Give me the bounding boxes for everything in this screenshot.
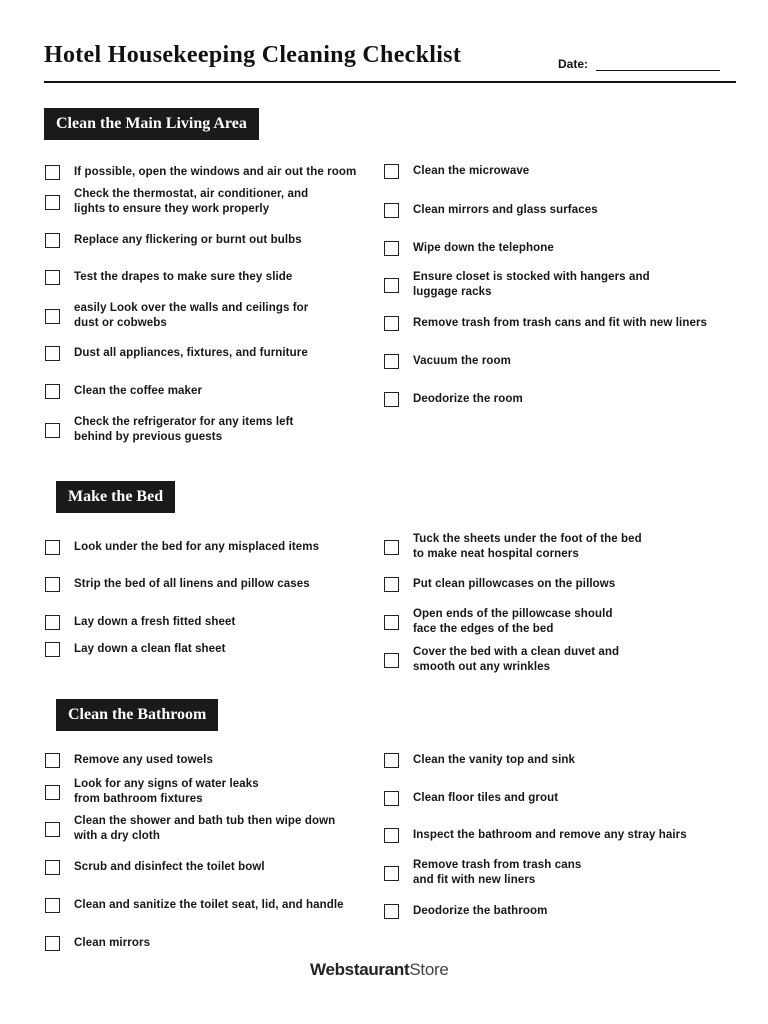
checklist-item-text: Deodorize the room bbox=[413, 392, 523, 405]
checkbox[interactable] bbox=[384, 653, 399, 668]
checklist-item-text: Clean the shower and bath tub then wipe down with a dry cloth bbox=[74, 815, 336, 842]
checklist-item bbox=[384, 861, 581, 885]
checklist-item bbox=[45, 931, 150, 955]
checkbox[interactable] bbox=[384, 577, 399, 592]
checkbox[interactable] bbox=[45, 384, 60, 399]
checklist-item bbox=[45, 265, 292, 289]
checkbox[interactable] bbox=[384, 316, 399, 331]
checkbox[interactable] bbox=[45, 423, 60, 438]
checkbox[interactable] bbox=[45, 195, 60, 210]
checkbox[interactable] bbox=[384, 540, 399, 555]
checkbox[interactable] bbox=[384, 392, 399, 407]
checkbox[interactable] bbox=[45, 233, 60, 248]
section-heading: Make the Bed bbox=[56, 481, 175, 513]
checkbox[interactable] bbox=[45, 165, 60, 180]
checkbox[interactable] bbox=[45, 936, 60, 951]
checkbox[interactable] bbox=[45, 270, 60, 285]
checkbox[interactable] bbox=[384, 354, 399, 369]
checklist-item bbox=[45, 817, 335, 841]
checklist-item-text: Replace any flickering or burnt out bulbs bbox=[74, 233, 302, 246]
checklist-item-text: If possible, open the windows and air out the room bbox=[74, 165, 357, 178]
checklist-item bbox=[384, 387, 523, 411]
checklist-item bbox=[45, 637, 226, 661]
checklist-item-text: Lay down a fresh fitted sheet bbox=[74, 615, 236, 628]
checklist-item bbox=[45, 418, 293, 442]
checkbox[interactable] bbox=[384, 753, 399, 768]
checklist-item-text: Deodorize the bathroom bbox=[413, 904, 548, 917]
checklist-item-text: Look for any signs of water leaks from bathroom fixtures bbox=[74, 778, 259, 805]
checklist-item bbox=[45, 535, 319, 559]
checklist-item bbox=[45, 228, 302, 252]
checklist-item-text: Clean the vanity top and sink bbox=[413, 753, 576, 766]
checklist-item-text: Strip the bed of all linens and pillow cases bbox=[74, 577, 310, 590]
checklist-item bbox=[45, 780, 259, 804]
checklist-item-text: Clean mirrors and glass surfaces bbox=[413, 203, 598, 216]
date-field bbox=[558, 57, 720, 71]
checklist-item-text: Dust all appliances, fixtures, and furniture bbox=[74, 346, 308, 359]
title-divider bbox=[44, 81, 736, 83]
checkbox[interactable] bbox=[45, 898, 60, 913]
page-title: Hotel Housekeeping Cleaning Checklist bbox=[44, 42, 462, 68]
date-label: Date: bbox=[558, 57, 589, 71]
checkbox[interactable] bbox=[384, 615, 399, 630]
checklist-item bbox=[45, 379, 202, 403]
checklist-item bbox=[384, 273, 650, 297]
checklist-item bbox=[384, 236, 554, 260]
checkbox[interactable] bbox=[384, 164, 399, 179]
checklist-item-text: Vacuum the room bbox=[413, 354, 511, 367]
checklist-item bbox=[384, 311, 707, 335]
checklist-item-text: Clean mirrors bbox=[74, 936, 151, 949]
checkbox[interactable] bbox=[45, 346, 60, 361]
checklist-item bbox=[45, 190, 308, 214]
checklist-item bbox=[45, 572, 310, 596]
checklist-item bbox=[384, 535, 642, 559]
checkbox[interactable] bbox=[45, 860, 60, 875]
webstaurantstore-logo: WebstaurantStore bbox=[310, 960, 449, 979]
checkbox[interactable] bbox=[384, 904, 399, 919]
checklist-item-text: Clean and sanitize the toilet seat, lid, and handle bbox=[74, 898, 344, 911]
checkbox[interactable] bbox=[45, 785, 60, 800]
checklist-item-text: Inspect the bathroom and remove any stray hairs bbox=[413, 828, 687, 841]
checkbox[interactable] bbox=[384, 828, 399, 843]
checkbox[interactable] bbox=[384, 278, 399, 293]
checkbox[interactable] bbox=[384, 866, 399, 881]
checklist-item-text: Test the drapes to make sure they slide bbox=[74, 270, 293, 283]
checklist-item bbox=[384, 786, 558, 810]
checklist-item-text: Remove any used towels bbox=[74, 753, 213, 766]
checkbox[interactable] bbox=[45, 615, 60, 630]
checklist-item-text: Clean the microwave bbox=[413, 164, 530, 177]
checklist-item-text: Remove trash from trash cans and fit with new liners bbox=[413, 316, 708, 329]
checklist-item bbox=[384, 349, 511, 373]
checklist-item bbox=[45, 341, 308, 365]
checkbox[interactable] bbox=[45, 540, 60, 555]
checkbox[interactable] bbox=[384, 203, 399, 218]
checklist-item-text: easily Look over the walls and ceilings for dust or cobwebs bbox=[74, 302, 309, 329]
checklist-item bbox=[384, 899, 547, 923]
checklist-item bbox=[384, 572, 615, 596]
checklist-item bbox=[45, 304, 308, 328]
checkbox[interactable] bbox=[45, 822, 60, 837]
checkbox[interactable] bbox=[384, 791, 399, 806]
checklist-item-text: Put clean pillowcases on the pillows bbox=[413, 577, 616, 590]
checklist-item bbox=[45, 855, 265, 879]
checklist-item-text: Wipe down the telephone bbox=[413, 241, 554, 254]
checklist-item-text: Lay down a clean flat sheet bbox=[74, 642, 226, 655]
checklist-item bbox=[384, 198, 598, 222]
checkbox[interactable] bbox=[384, 241, 399, 256]
checklist-item bbox=[384, 159, 529, 183]
checklist-item bbox=[384, 648, 619, 672]
checklist-item bbox=[384, 610, 613, 634]
checklist-item bbox=[45, 893, 344, 917]
checklist-item-text: Remove trash from trash cans and fit with new liners bbox=[413, 859, 582, 886]
checkbox[interactable] bbox=[45, 577, 60, 592]
checklist-item bbox=[45, 160, 356, 184]
checklist-item-text: Check the thermostat, air conditioner, and lights to ensure they work properly bbox=[74, 188, 309, 215]
checklist-item bbox=[45, 610, 235, 634]
checklist-item-text: Scrub and disinfect the toilet bowl bbox=[74, 860, 265, 873]
checklist-item-text: Open ends of the pillowcase should face the edges of the bed bbox=[413, 608, 613, 635]
checkbox[interactable] bbox=[45, 642, 60, 657]
section-heading: Clean the Bathroom bbox=[56, 699, 218, 731]
checklist-item-text: Look under the bed for any misplaced items bbox=[74, 540, 320, 553]
checklist-item bbox=[45, 748, 213, 772]
date-input-line[interactable] bbox=[596, 57, 720, 71]
checkbox[interactable] bbox=[45, 309, 60, 324]
checklist-item-text: Ensure closet is stocked with hangers and luggage racks bbox=[413, 271, 650, 298]
checklist-item-text: Clean the coffee maker bbox=[74, 384, 203, 397]
checklist-item-text: Check the refrigerator for any items left behind by previous guests bbox=[74, 416, 294, 443]
checklist-item-text: Cover the bed with a clean duvet and smooth out any wrinkles bbox=[413, 646, 620, 673]
section-heading: Clean the Main Living Area bbox=[44, 108, 259, 140]
checklist-item-text: Tuck the sheets under the foot of the bed to make neat hospital corners bbox=[413, 533, 642, 560]
checklist-item bbox=[384, 748, 575, 772]
checklist-item-text: Clean floor tiles and grout bbox=[413, 791, 559, 804]
checkbox[interactable] bbox=[45, 753, 60, 768]
checklist-item bbox=[384, 823, 687, 847]
